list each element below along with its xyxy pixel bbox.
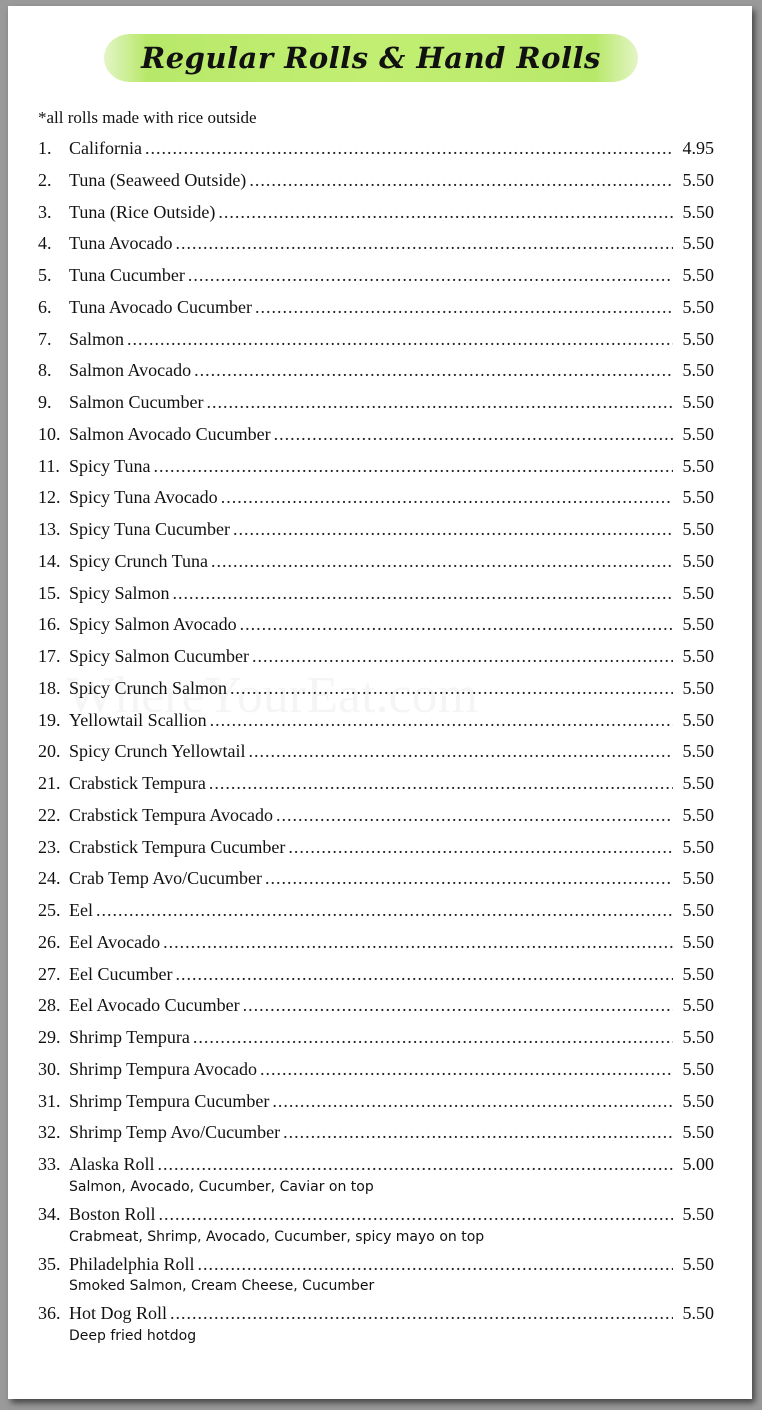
menu-item-row	[38, 837, 714, 869]
menu-page	[8, 6, 752, 1399]
item-price: 5.50	[682, 550, 714, 571]
menu-item-row	[38, 233, 714, 265]
item-price: 5.50	[682, 233, 714, 254]
menu-item	[38, 1254, 714, 1304]
item-description: Deep fried hotdog	[69, 1328, 197, 1344]
item-name: California	[69, 138, 142, 158]
item-number: 6.	[38, 296, 52, 317]
menu-item	[38, 773, 714, 805]
dot-leader	[288, 837, 673, 858]
dot-leader	[176, 233, 674, 254]
menu-item	[38, 551, 714, 583]
item-price: 5.50	[682, 741, 714, 762]
dot-leader	[249, 741, 673, 762]
menu-item	[38, 646, 714, 678]
dot-leader	[173, 583, 673, 604]
menu-item-row	[38, 710, 714, 742]
menu-item-row	[38, 1091, 714, 1123]
item-price: 5.50	[682, 487, 714, 508]
dot-leader	[221, 487, 673, 508]
item-name: Salmon	[69, 328, 125, 349]
menu-item	[38, 202, 714, 234]
item-name: Crabstick Tempura Cucumber	[69, 836, 286, 857]
item-price: 5.50	[682, 296, 714, 317]
item-name: Boston Roll	[69, 1203, 156, 1224]
item-number: 1.	[38, 138, 52, 158]
menu-item-row	[38, 392, 714, 424]
item-price: 5.50	[682, 519, 714, 539]
item-name: Salmon Avocado	[69, 360, 192, 381]
item-number: 3.	[38, 201, 52, 222]
menu-item	[38, 678, 714, 710]
item-price: 5.50	[682, 1027, 714, 1047]
item-number: 21.	[38, 773, 61, 793]
item-name: Eel	[69, 900, 93, 920]
item-number: 17.	[38, 646, 61, 666]
dot-leader	[255, 297, 673, 318]
dot-leader	[206, 392, 673, 413]
item-name: Shrimp Tempura	[69, 1027, 190, 1047]
menu-item-row	[38, 614, 714, 646]
item-number: 13.	[38, 519, 61, 539]
item-price: 5.50	[682, 169, 714, 190]
item-price: 5.50	[682, 265, 714, 285]
menu-item	[38, 995, 714, 1027]
dot-leader	[170, 1303, 673, 1324]
menu-item-row	[38, 678, 714, 710]
item-number: 30.	[38, 1058, 61, 1079]
item-price: 5.50	[682, 1303, 714, 1324]
menu-item-row	[38, 1027, 714, 1059]
menu-item-row	[38, 519, 714, 551]
item-number: 35.	[38, 1253, 61, 1274]
item-name: Tuna Avocado	[69, 233, 173, 254]
dot-leader	[198, 1254, 674, 1275]
item-name: Spicy Salmon Cucumber	[69, 646, 249, 666]
title-banner	[104, 34, 638, 82]
item-name: Shrimp Temp Avo/Cucumber	[69, 1122, 281, 1143]
dot-leader	[154, 456, 673, 477]
item-price: 5.50	[682, 1058, 714, 1079]
item-number: 20.	[38, 741, 61, 762]
menu-item	[38, 487, 714, 519]
item-number: 33.	[38, 1154, 61, 1174]
menu-item-row	[38, 773, 714, 805]
menu-item	[38, 456, 714, 488]
item-name: Spicy Salmon	[69, 582, 170, 603]
item-price: 5.50	[682, 995, 714, 1016]
dot-leader	[218, 202, 673, 223]
dot-leader	[249, 170, 673, 191]
menu-item	[38, 1204, 714, 1254]
item-number: 24.	[38, 868, 61, 889]
item-number: 26.	[38, 931, 61, 952]
item-name: Salmon Cucumber	[69, 392, 204, 412]
menu-item-row	[38, 170, 714, 202]
menu-item	[38, 900, 714, 932]
dot-leader	[96, 900, 673, 921]
menu-item-row	[38, 900, 714, 932]
menu-item	[38, 360, 714, 392]
menu-item	[38, 392, 714, 424]
menu-item	[38, 424, 714, 456]
item-name: Spicy Salmon Avocado	[69, 614, 237, 635]
item-number: 25.	[38, 900, 61, 920]
menu-item-row	[38, 456, 714, 488]
menu-item-row	[38, 297, 714, 329]
item-number: 9.	[38, 392, 52, 412]
menu-item	[38, 297, 714, 329]
item-price: 5.50	[682, 931, 714, 952]
item-name: Hot Dog Roll	[69, 1303, 168, 1324]
item-price: 5.50	[682, 1122, 714, 1143]
menu-item	[38, 1091, 714, 1123]
dot-leader	[283, 1122, 673, 1143]
menu-item-row	[38, 138, 714, 170]
item-price: 5.50	[682, 1090, 714, 1111]
item-number: 2.	[38, 169, 52, 190]
dot-leader	[243, 995, 673, 1016]
item-price: 5.50	[682, 455, 714, 476]
item-description: Salmon, Avocado, Cucumber, Caviar on top	[69, 1178, 374, 1195]
dot-leader	[260, 1059, 673, 1080]
dot-leader	[230, 678, 673, 699]
item-price: 5.50	[682, 201, 714, 222]
item-name: Tuna Cucumber	[69, 265, 185, 285]
item-number: 15.	[38, 582, 61, 603]
item-price: 5.50	[682, 328, 714, 349]
item-name: Crabstick Tempura Avocado	[69, 804, 274, 825]
item-number: 5.	[38, 265, 52, 285]
item-name: Spicy Tuna	[69, 455, 151, 476]
dot-leader	[175, 964, 673, 985]
dot-leader	[145, 138, 673, 159]
dot-leader	[210, 710, 673, 731]
menu-item-row	[38, 265, 714, 297]
dot-leader	[233, 519, 673, 540]
dot-leader	[265, 868, 673, 889]
menu-item-row	[38, 741, 714, 773]
item-number: 19.	[38, 709, 61, 730]
item-price: 5.50	[682, 709, 714, 730]
item-number: 12.	[38, 487, 61, 508]
item-number: 8.	[38, 360, 52, 381]
menu-item	[38, 583, 714, 615]
menu-item	[38, 932, 714, 964]
item-name: Spicy Tuna Cucumber	[69, 519, 231, 539]
item-price: 5.50	[682, 836, 714, 857]
dot-leader	[211, 551, 673, 572]
item-price: 5.50	[682, 868, 714, 889]
item-name: Spicy Crunch Tuna	[69, 550, 209, 571]
menu-item	[38, 1154, 714, 1204]
item-name: Tuna (Rice Outside)	[69, 201, 216, 222]
item-price: 5.50	[682, 360, 714, 381]
item-number: 11.	[38, 455, 60, 476]
item-price: 5.50	[682, 1203, 714, 1224]
menu-item-row	[38, 1059, 714, 1091]
menu-item-row	[38, 329, 714, 361]
menu-item	[38, 741, 714, 773]
item-price: 5.50	[682, 582, 714, 603]
dot-leader	[193, 1027, 673, 1048]
item-name: Alaska Roll	[69, 1154, 155, 1174]
menu-item	[38, 1122, 714, 1154]
menu-item	[38, 837, 714, 869]
item-price: 5.00	[682, 1154, 714, 1174]
item-name: Crabstick Tempura	[69, 773, 206, 793]
item-name: Shrimp Tempura Cucumber	[69, 1090, 270, 1111]
item-name: Tuna (Seaweed Outside)	[69, 169, 247, 190]
menu-item-row	[38, 551, 714, 583]
item-number: 23.	[38, 836, 61, 857]
item-number: 18.	[38, 677, 61, 698]
menu-item-row	[38, 487, 714, 519]
item-price: 4.95	[682, 138, 714, 158]
item-number: 36.	[38, 1303, 61, 1324]
item-name: Crab Temp Avo/Cucumber	[69, 868, 263, 889]
item-number: 16.	[38, 614, 61, 635]
menu-item	[38, 1303, 714, 1353]
dot-leader	[194, 360, 673, 381]
menu-list	[38, 138, 714, 1353]
dot-leader	[272, 1091, 673, 1112]
menu-item	[38, 329, 714, 361]
menu-item	[38, 710, 714, 742]
dot-leader	[276, 805, 673, 826]
dot-leader	[274, 424, 673, 445]
menu-item	[38, 138, 714, 170]
item-number: 10.	[38, 423, 61, 444]
item-number: 28.	[38, 995, 61, 1016]
item-number: 4.	[38, 233, 52, 254]
item-price: 5.50	[682, 614, 714, 635]
dot-leader	[127, 329, 673, 350]
menu-item	[38, 964, 714, 996]
menu-item	[38, 614, 714, 646]
item-price: 5.50	[682, 392, 714, 412]
menu-item	[38, 233, 714, 265]
item-price: 5.50	[682, 646, 714, 666]
item-number: 34.	[38, 1203, 61, 1224]
item-description: Smoked Salmon, Cream Cheese, Cucumber	[69, 1278, 375, 1295]
item-price: 5.50	[682, 773, 714, 793]
item-name: Spicy Crunch Yellowtail	[69, 741, 246, 762]
item-price: 5.50	[682, 804, 714, 825]
menu-item	[38, 1059, 714, 1091]
menu-item	[38, 868, 714, 900]
item-name: Salmon Avocado Cucumber	[69, 423, 271, 444]
dot-leader	[240, 614, 673, 635]
menu-item-row	[38, 995, 714, 1027]
item-description: Crabmeat, Shrimp, Avocado, Cucumber, spicy mayo on top	[69, 1228, 485, 1245]
menu-item-row	[38, 202, 714, 234]
item-price: 5.50	[682, 1253, 714, 1274]
menu-item-row	[38, 932, 714, 964]
dot-leader	[188, 265, 673, 286]
menu-item-row	[38, 424, 714, 456]
item-name: Eel Avocado Cucumber	[69, 995, 240, 1016]
item-name: Spicy Crunch Salmon	[69, 677, 227, 698]
item-number: 27.	[38, 963, 61, 984]
dot-leader	[163, 932, 673, 953]
dot-leader	[209, 773, 673, 794]
item-price: 5.50	[682, 900, 714, 920]
item-name: Yellowtail Scallion	[69, 709, 207, 730]
dot-leader	[252, 646, 673, 667]
item-number: 32.	[38, 1122, 61, 1143]
rice-note: *all rolls made with rice outside	[38, 108, 257, 127]
menu-item-row	[38, 805, 714, 837]
item-price: 5.50	[682, 423, 714, 444]
item-name: Shrimp Tempura Avocado	[69, 1058, 258, 1079]
item-name: Spicy Tuna Avocado	[69, 487, 218, 508]
dot-leader	[158, 1154, 674, 1175]
menu-item	[38, 170, 714, 202]
menu-item	[38, 805, 714, 837]
item-name: Tuna Avocado Cucumber	[69, 296, 252, 317]
item-number: 29.	[38, 1027, 61, 1047]
menu-item-row	[38, 1122, 714, 1154]
dot-leader	[159, 1204, 673, 1225]
item-number: 14.	[38, 550, 61, 571]
menu-item	[38, 519, 714, 551]
menu-item-row	[38, 868, 714, 900]
item-number: 31.	[38, 1090, 61, 1111]
item-name: Eel Avocado	[69, 931, 161, 952]
menu-item-row	[38, 964, 714, 996]
menu-title: Regular Rolls & Hand Rolls	[141, 41, 601, 75]
item-price: 5.50	[682, 677, 714, 698]
item-price: 5.50	[682, 963, 714, 984]
menu-item-row	[38, 360, 714, 392]
item-name: Philadelphia Roll	[69, 1253, 195, 1274]
menu-item	[38, 265, 714, 297]
menu-item-row	[38, 583, 714, 615]
menu-item	[38, 1027, 714, 1059]
item-name: Eel Cucumber	[69, 963, 173, 984]
item-number: 7.	[38, 328, 52, 349]
item-number: 22.	[38, 804, 61, 825]
menu-item-row	[38, 646, 714, 678]
